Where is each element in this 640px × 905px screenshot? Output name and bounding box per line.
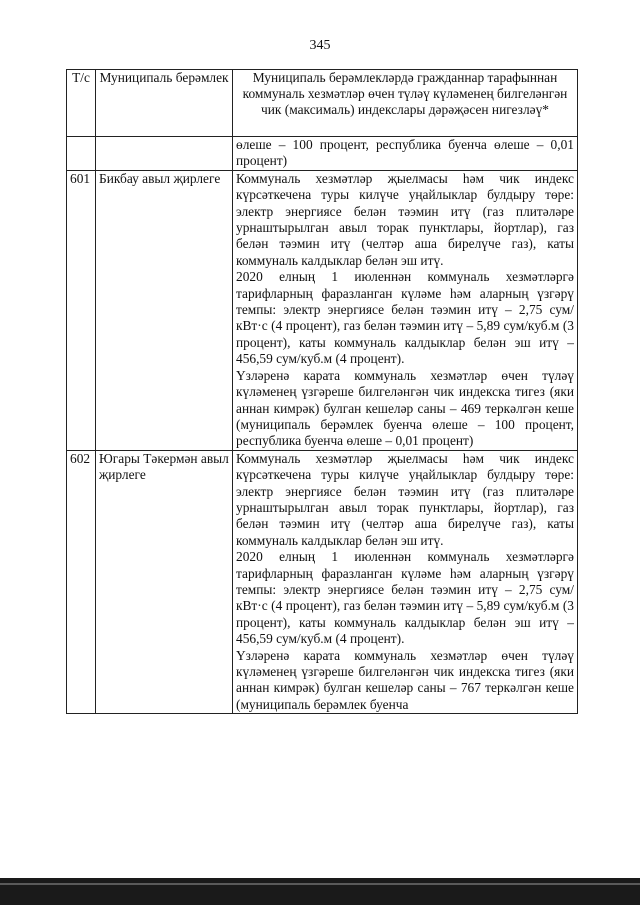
table-row-continuation <box>67 137 578 171</box>
paragraph-services: Коммуналь хезмәтләр җыелмасы һәм чик индекс күрсәткечена туры килүче уңайлыклар булдыру төре: электр энергиясе белән тәэмин итү (газ плитәләре урнаштырылган авыл торак пунктлары, йортлар), газ белән тәэмин итү (челтәр аша бирелүче газ), каты коммуналь калдыклар белән эш итү. <box>236 450 574 548</box>
paragraph-tariffs: 2020 елның 1 июленнән коммуналь хезмәтләргә тарифларның фаразланган күләме һәм аларның үзгәрү темпы: электр энергиясе белән тәэмин итү – 2,75 сум/кВт·с (4 процент), газ белән тәэмин итү – 5,89 сум/куб.м (3 процент), каты коммуналь калдыклар белән эш итү – 456,59 сум/куб.м (4 процент). <box>236 549 574 647</box>
paragraph-services: Коммуналь хезмәтләр җыелмасы һәм чик индекс күрсәткечена туры килүче уңайлыклар булдыру төре: электр энергиясе белән тәэмин итү (газ плитәләре урнаштырылган авыл торак пунктлары, йортлар), газ белән тәэмин итү (челтәр аша бирелүче газ), каты коммуналь калдыклар белән эш итү. <box>236 170 574 268</box>
paragraph-tariffs: 2020 елның 1 июленнән коммуналь хезмәтләргә тарифларның фаразланган күләме һәм аларның үзгәрү темпы: электр энергиясе белән тәэмин итү – 2,75 сум/кВт·с (4 процент), газ белән тәэмин итү – 5,89 сум/куб.м (3 процент), каты коммуналь калдыклар белән эш итү – 456,59 сум/куб.м (4 процент). <box>236 269 574 367</box>
scan-border-line <box>0 883 640 885</box>
table-header-row <box>67 70 578 137</box>
table-row <box>67 170 578 450</box>
row-municipality: Югары Тәкермән авыл җирлеге <box>96 450 233 714</box>
row-number: 602 <box>67 450 96 714</box>
header-justification: Муниципаль берәмлекләрдә гражданнар тарафыннан коммуналь хезмәтләр өчен түләү күләменең билгеләнгән чик (максималь) индекслары дәрәҗәсен нигезләү* <box>233 70 578 137</box>
paragraph-population: Үзләренә карата коммуналь хезмәтләр өчен түләү күләменең үзгәреше билгеләнгән чик индекска тигез (яки аннан кимрәк) булган кешеләр саны – 469 теркәлгән кеше (муниципаль берәмлек буенча өлеше – 100 процент, республика буенча өлеше – 0,01 процент) <box>236 367 574 449</box>
cell-empty-name <box>96 137 233 171</box>
row-number: 601 <box>67 170 96 450</box>
page-number: 345 <box>309 38 331 53</box>
header-number: Т/с <box>67 70 96 137</box>
paragraph-population: Үзләренә карата коммуналь хезмәтләр өчен түләү күләменең үзгәреше билгеләнгән чик индекска тигез (яки аннан кимрәк) булган кешеләр саны – 767 теркәлгән кеше (муниципаль берәмлек буенча <box>236 647 574 712</box>
row-municipality: Бикбау авыл җирлеге <box>96 170 233 450</box>
row-description <box>233 450 578 714</box>
table-row <box>67 450 578 714</box>
municipal-table <box>66 69 578 714</box>
cell-empty-number <box>67 137 96 171</box>
header-municipality: Муниципаль берәмлек <box>96 70 233 137</box>
continuation-text: өлеше – 100 процент, республика буенча өлеше – 0,01 процент) <box>233 137 578 171</box>
row-description <box>233 170 578 450</box>
